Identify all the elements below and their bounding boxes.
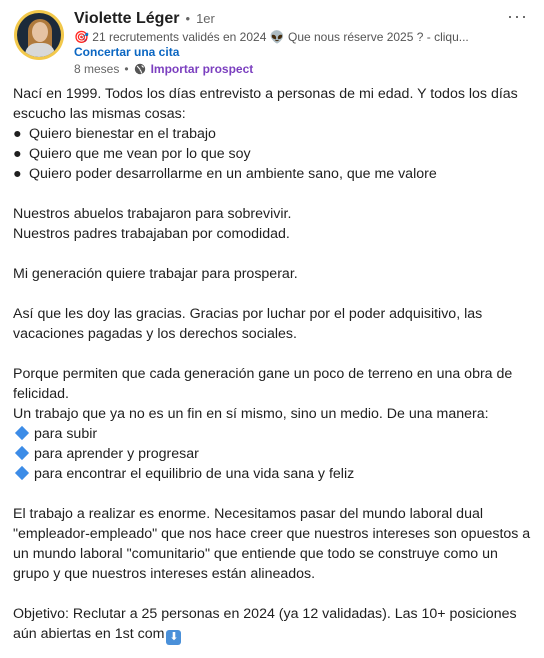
avatar-face-shape	[32, 22, 48, 42]
paragraph-gap	[13, 344, 535, 364]
black-circle-icon: ●	[13, 126, 22, 142]
meta-separator: •	[124, 62, 129, 76]
avatar-body-shape	[25, 43, 55, 57]
avatar-photo	[17, 13, 61, 57]
objective-text: Objetivo: Reclutar a 25 personas en 2024 (ya 12 validadas). Las 10+ posiciones aún abiertas en 1st com	[13, 606, 517, 642]
paragraph-gap	[13, 484, 535, 504]
black-circle-icon: ●	[13, 146, 22, 162]
because-paragraph: Porque permiten que cada generación gane un poco de terreno en una obra de felicidad.	[13, 366, 513, 402]
more-options-icon[interactable]: ···	[507, 6, 528, 26]
down-arrow-button-icon: ⬇	[166, 630, 181, 645]
way-text: para aprender y progresar	[34, 446, 199, 462]
post-body	[13, 84, 535, 645]
black-circle-icon: ●	[13, 166, 22, 182]
author-headline: 🎯 21 recrutements validés en 2024 👽 Que nous réserve 2025 ? - cliqu...	[74, 30, 469, 44]
parents-line: Nuestros padres trabajaban por comodidad.	[13, 226, 290, 242]
post-meta	[74, 62, 253, 76]
blue-diamond-icon	[15, 426, 29, 440]
import-prospect-link[interactable]: Importar prospect	[150, 62, 254, 76]
blue-diamond-icon	[15, 466, 29, 480]
way-item	[13, 464, 535, 484]
wish-text: Quiero que me vean por lo que soy	[29, 146, 251, 162]
way-text: para encontrar el equilibrio de una vida sana y feliz	[34, 466, 355, 482]
objective-paragraph	[13, 604, 535, 645]
wish-text: Quiero bienestar en el trabajo	[29, 126, 216, 142]
paragraph-gap	[13, 584, 535, 604]
globe-icon	[134, 63, 146, 75]
paragraph-gap	[13, 284, 535, 304]
connection-degree: 1er	[196, 11, 215, 26]
intro-paragraph: Nací en 1999. Todos los días entrevisto a personas de mi edad. Y todos los días escucho las mismas cosas:	[13, 86, 518, 122]
post-time: 8 meses	[74, 62, 120, 76]
wish-text: Quiero poder desarrollarme en un ambiente sano, que me valore	[29, 166, 437, 182]
thanks-paragraph: Así que les doy las gracias. Gracias por luchar por el poder adquisitivo, las vacaciones pagadas y los derechos sociales.	[13, 306, 483, 342]
book-meeting-link[interactable]: Concertar una cita	[74, 45, 180, 59]
way-text: para subir	[34, 426, 98, 442]
post-header	[14, 8, 534, 80]
means-line: Un trabajo que ya no es un fin en sí mismo, sino un medio. De una manera:	[13, 406, 489, 422]
grandparents-line: Nuestros abuelos trabajaron para sobrevivir.	[13, 206, 292, 222]
author-name-row	[74, 10, 215, 28]
paragraph-gap	[13, 184, 535, 204]
wish-item	[13, 124, 535, 144]
wish-item	[13, 144, 535, 164]
author-name[interactable]: Violette Léger	[74, 10, 180, 27]
way-item	[13, 444, 535, 464]
work-ahead-paragraph: El trabajo a realizar es enorme. Necesitamos pasar del mundo laboral dual "empleador-empleado" que nos hace creer que nuestros intereses son opuestos a un mundo laboral "comunitario" que entiende que todo se construye como un grupo y que nuestros intereses están alineados.	[13, 506, 531, 582]
name-separator: •	[185, 11, 191, 26]
generation-line: Mi generación quiere trabajar para prosperar.	[13, 266, 298, 282]
way-item	[13, 424, 535, 444]
paragraph-gap	[13, 244, 535, 264]
blue-diamond-icon	[15, 446, 29, 460]
author-avatar[interactable]	[14, 10, 64, 60]
wish-item	[13, 164, 535, 184]
